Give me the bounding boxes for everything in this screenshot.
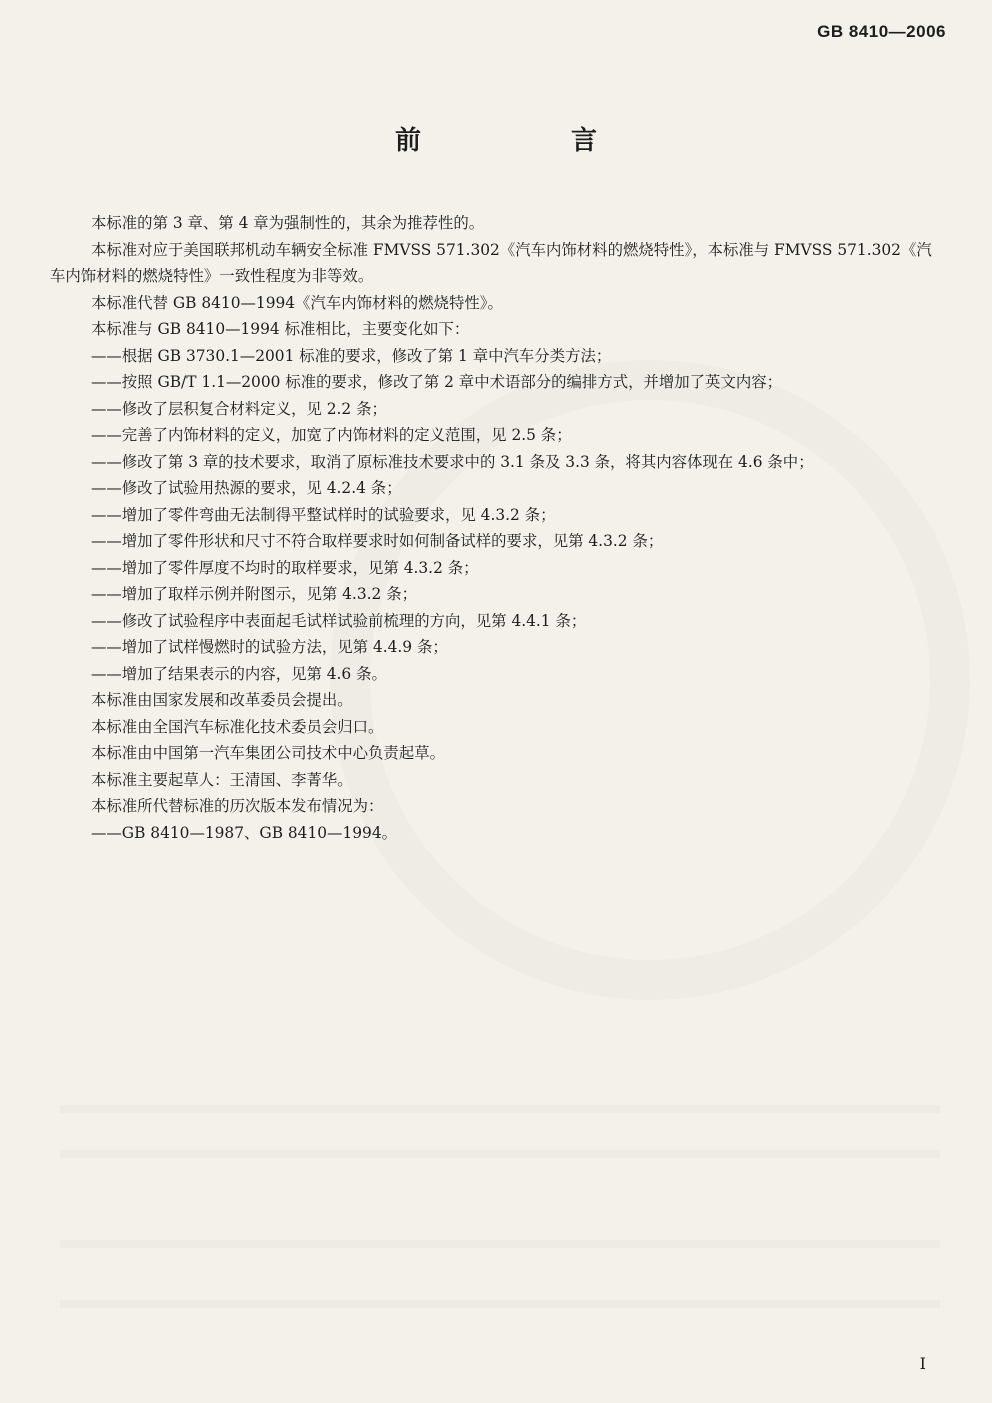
list-item xyxy=(91,449,945,476)
list-item xyxy=(91,634,945,661)
list-item-text: 增加了结果表示的内容，见第 4.6 条。 xyxy=(121,664,387,683)
list-item xyxy=(91,661,945,688)
bleed-through-line xyxy=(60,1105,940,1113)
list-item-text: 增加了试样慢燃时的试验方法，见第 4.4.9 条； xyxy=(121,638,448,656)
dash-mark: —— xyxy=(91,399,122,418)
list-item-text: 增加了零件厚度不均时的取样要求，见第 4.3.2 条； xyxy=(121,558,479,577)
paragraph: 本标准的第 3 章、第 4 章为强制性的，其余为推荐性的。 xyxy=(91,214,485,232)
list-item-text: 增加了零件弯曲无法制得平整试样时的试验要求，见 4.3.2 条； xyxy=(121,505,556,524)
bleed-through-line xyxy=(60,1150,940,1158)
dash-mark: —— xyxy=(91,426,122,444)
list-item xyxy=(91,343,945,370)
list-item xyxy=(91,396,945,423)
list-item-text: 根据 GB 3730.1—2001 标准的要求，修改了第 1 章中汽车分类方法； xyxy=(121,346,612,365)
list-item-text: GB 8410—1987、GB 8410—1994。 xyxy=(121,823,398,842)
paragraph: 本标准由国家发展和改革委员会提出。 xyxy=(91,691,353,709)
bleed-through-line xyxy=(60,1300,940,1308)
list-item-text: 修改了试验程序中表面起毛试样试验前梳理的方向，见第 4.4.1 条； xyxy=(121,611,587,630)
list-item-text: 增加了取样示例并附图示，见第 4.3.2 条； xyxy=(121,585,417,603)
list-item-text: 增加了零件形状和尺寸不符合取样要求时如何制备试样的要求，见第 4.3.2 条； xyxy=(121,532,664,550)
paragraph: 本标准主要起草人：王清国、李菁华。 xyxy=(91,770,353,789)
paragraph: 本标准由全国汽车标准化技术委员会归口。 xyxy=(91,717,384,736)
list-item xyxy=(91,528,945,555)
dash-mark: —— xyxy=(91,558,122,577)
list-item-text: 修改了试验用热源的要求，见 4.2.4 条； xyxy=(121,479,402,497)
list-item-text: 完善了内饰材料的定义，加宽了内饰材料的定义范围，见 2.5 条； xyxy=(121,426,572,444)
list-item xyxy=(91,475,945,502)
foreword-body xyxy=(50,210,945,846)
list-item xyxy=(91,581,945,608)
paragraph: 本标准对应于美国联邦机动车辆安全标准 FMVSS 571.302《汽车内饰材料的燃烧特性》，本标准与 FMVSS 571.302《汽车内饰材料的燃烧特性》一致性程度为非等效。 xyxy=(50,240,932,285)
list-item-text: 修改了层积复合材料定义，见 2.2 条； xyxy=(121,399,387,418)
paragraph: 本标准与 GB 8410—1994 标准相比，主要变化如下： xyxy=(91,320,470,338)
bleed-through-line xyxy=(60,1240,940,1248)
dash-mark: —— xyxy=(91,505,122,524)
list-item xyxy=(91,502,945,529)
list-item xyxy=(91,555,945,582)
list-item-text: 按照 GB/T 1.1—2000 标准的要求，修改了第 2 章中术语部分的编排方式，并增加了英文内容； xyxy=(121,373,783,391)
paragraph: 本标准所代替标准的历次版本发布情况为： xyxy=(91,797,384,815)
dash-mark: —— xyxy=(91,823,122,842)
dash-mark: —— xyxy=(91,373,122,391)
dash-mark: —— xyxy=(91,585,122,603)
paragraph: 本标准代替 GB 8410—1994《汽车内饰材料的燃烧特性》。 xyxy=(91,293,503,312)
standard-code: GB 8410—2006 xyxy=(817,22,946,41)
dash-mark: —— xyxy=(91,479,122,497)
dash-mark: —— xyxy=(91,532,122,550)
dash-mark: —— xyxy=(91,346,122,365)
dash-mark: —— xyxy=(91,638,122,656)
list-item xyxy=(91,608,945,635)
list-item-text: 修改了第 3 章的技术要求，取消了原标准技术要求中的 3.1 条及 3.3 条，将其内容体现在 4.6 条中； xyxy=(121,452,814,471)
page-title: 前 言 xyxy=(394,126,659,156)
list-item xyxy=(91,820,945,847)
paragraph: 本标准由中国第一汽车集团公司技术中心负责起草。 xyxy=(91,744,445,762)
dash-mark: —— xyxy=(91,452,122,471)
page-number: I xyxy=(919,1354,926,1373)
list-item xyxy=(91,369,945,396)
dash-mark: —— xyxy=(91,664,122,683)
dash-mark: —— xyxy=(91,611,122,630)
list-item xyxy=(91,422,945,449)
